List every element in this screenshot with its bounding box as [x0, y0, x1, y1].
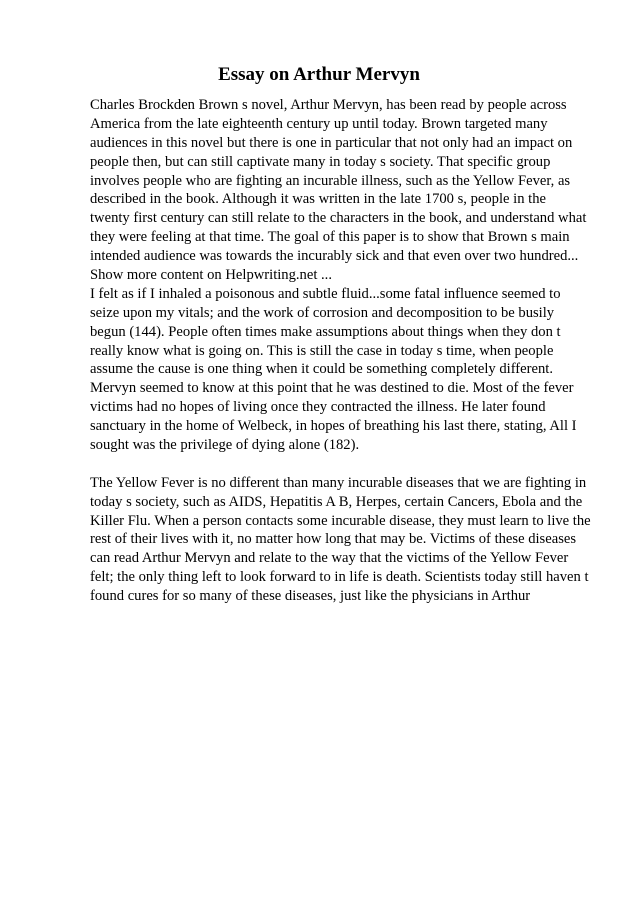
paragraph-gap [90, 455, 595, 474]
page-title: Essay on Arthur Mervyn [218, 64, 420, 85]
text-line: really know what is going on. This is still the case in today s time, when people [90, 342, 554, 359]
text-line: sought was the privilege of dying alone (182). [90, 437, 360, 454]
text-line: people then, but can still captivate many in today s society. That specific group [90, 153, 551, 170]
text-line: assume the cause is one thing when it could be something completely different. [90, 361, 553, 378]
text-line: described in the book. Although it was written in the late 1700 s, people in the [90, 191, 546, 208]
text-line: Killer Flu. When a person contacts some incurable disease, they must learn to live the [90, 512, 591, 529]
text-line: they were feeling at that time. The goal of this paper is to show that Brown s main [90, 229, 570, 246]
paragraph-1 [90, 96, 595, 266]
text-line: seize upon my vitals; and the work of corrosion and decomposition to be busily [90, 304, 555, 321]
text-line: America from the late eighteenth century up until today. Brown targeted many [90, 115, 548, 132]
text-line: intended audience was towards the incurably sick and that even over two hundred... [90, 248, 579, 265]
text-line: rest of their lives with it, no matter how long that may be. Victims of these diseases [90, 531, 577, 548]
text-line: felt; the only thing left to look forward to in life is death. Scientists today still haven t [90, 569, 589, 586]
text-line: The Yellow Fever is no different than many incurable diseases that we are fighting in [90, 474, 587, 491]
text-line: I felt as if I inhaled a poisonous and subtle fluid...some fatal influence seemed to [90, 285, 561, 302]
text-line: Charles Brockden Brown s novel, Arthur Mervyn, has been read by people across [90, 97, 567, 113]
text-line: today s society, such as AIDS, Hepatitis A B, Herpes, certain Cancers, Ebola and the [90, 493, 583, 510]
text-line: victims had no hopes of living once they contracted the illness. He later found [90, 399, 546, 416]
paragraph-3 [90, 474, 595, 606]
text-line: twenty first century can still relate to the characters in the book, and understand what [90, 210, 587, 227]
text-line: can read Arthur Mervyn and relate to the way that the victims of the Yellow Fever [90, 550, 569, 567]
text-line: begun (144). People often times make assumptions about things when they don t [90, 323, 561, 340]
text-line: audiences in this novel but there is one in particular that not only had an impact on [90, 134, 573, 151]
text-line: Mervyn seemed to know at this point that he was destined to die. Most of the fever [90, 380, 574, 397]
paragraph-2 [90, 285, 595, 455]
essay-body [90, 96, 595, 606]
text-line: sanctuary in the home of Welbeck, in hopes of breathing his last there, stating, All I [90, 418, 577, 435]
more-content-link[interactable]: Show more content on Helpwriting.net ... [90, 267, 332, 284]
text-line: involves people who are fighting an incurable illness, such as the Yellow Fever, as [90, 172, 571, 189]
text-line: found cures for so many of these diseases, just like the physicians in Arthur [90, 588, 531, 605]
